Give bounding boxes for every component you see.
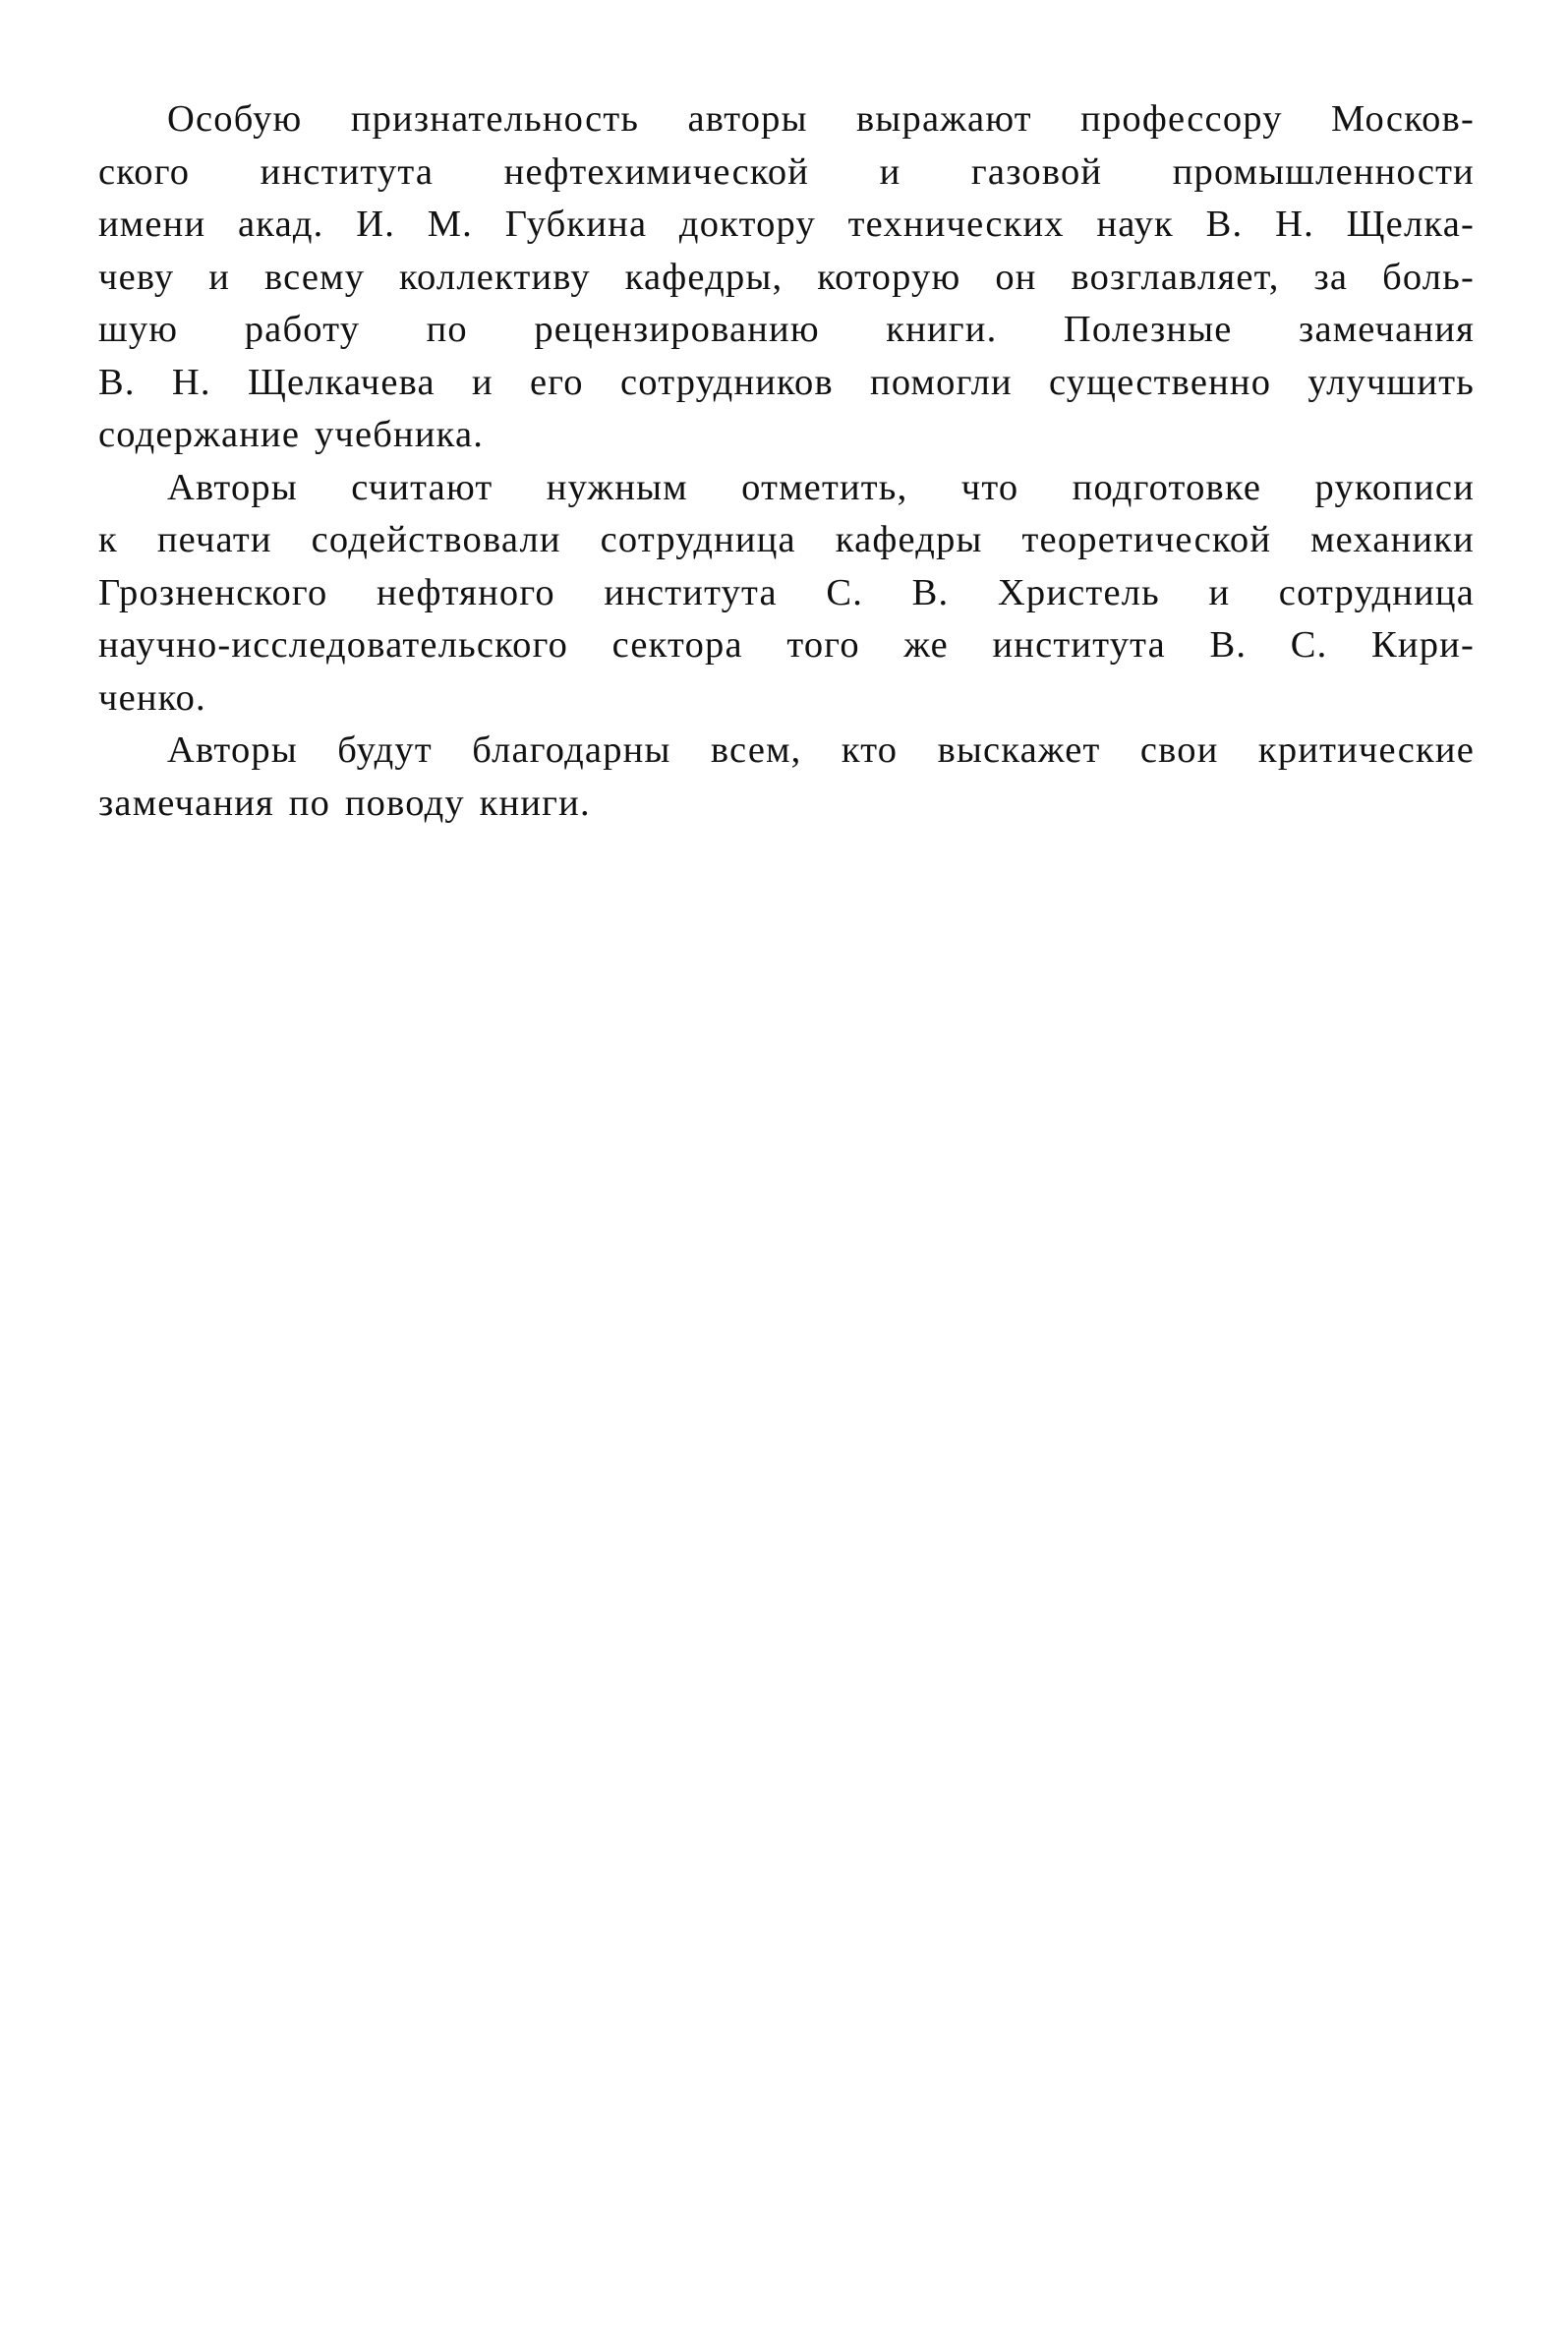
- text-line: ченко.: [98, 676, 206, 719]
- paragraph-feedback: [98, 725, 1475, 830]
- text-line: Грозненского нефтяного института С. В. Христель и сотрудница: [98, 571, 1475, 613]
- page-text: [98, 93, 1475, 830]
- text-line: к печати содействовали сотрудница кафедры теоретической механики: [98, 519, 1475, 560]
- text-line: Особую признательность авторы выражают профессору Москов-: [167, 98, 1475, 140]
- text-line: ского института нефтехимической и газовой промышленности: [98, 150, 1475, 193]
- text-line: имени акад. И. М. Губкина доктору технических наук В. Н. Щелка-: [98, 203, 1475, 245]
- paragraph-contributors: [98, 462, 1475, 726]
- text-line: научно-исследовательского сектора того же института В. С. Кири-: [98, 624, 1475, 666]
- text-line: содержание учебника.: [98, 414, 485, 455]
- text-line: Авторы считают нужным отметить, что подготовке рукописи: [167, 466, 1475, 508]
- text-line: замечания по поводу книги.: [98, 782, 591, 824]
- text-line: чеву и всему коллективу кафедры, которую он возглавляет, за боль-: [98, 256, 1475, 298]
- text-line: В. Н. Щелкачева и его сотрудников помогли существенно улучшить: [98, 361, 1475, 403]
- text-line: шую работу по рецензированию книги. Полезные замечания: [98, 309, 1475, 350]
- paragraph-acknowledgement: [98, 93, 1475, 462]
- text-line: Авторы будут благодарны всем, кто выскажет свои критические: [167, 729, 1475, 771]
